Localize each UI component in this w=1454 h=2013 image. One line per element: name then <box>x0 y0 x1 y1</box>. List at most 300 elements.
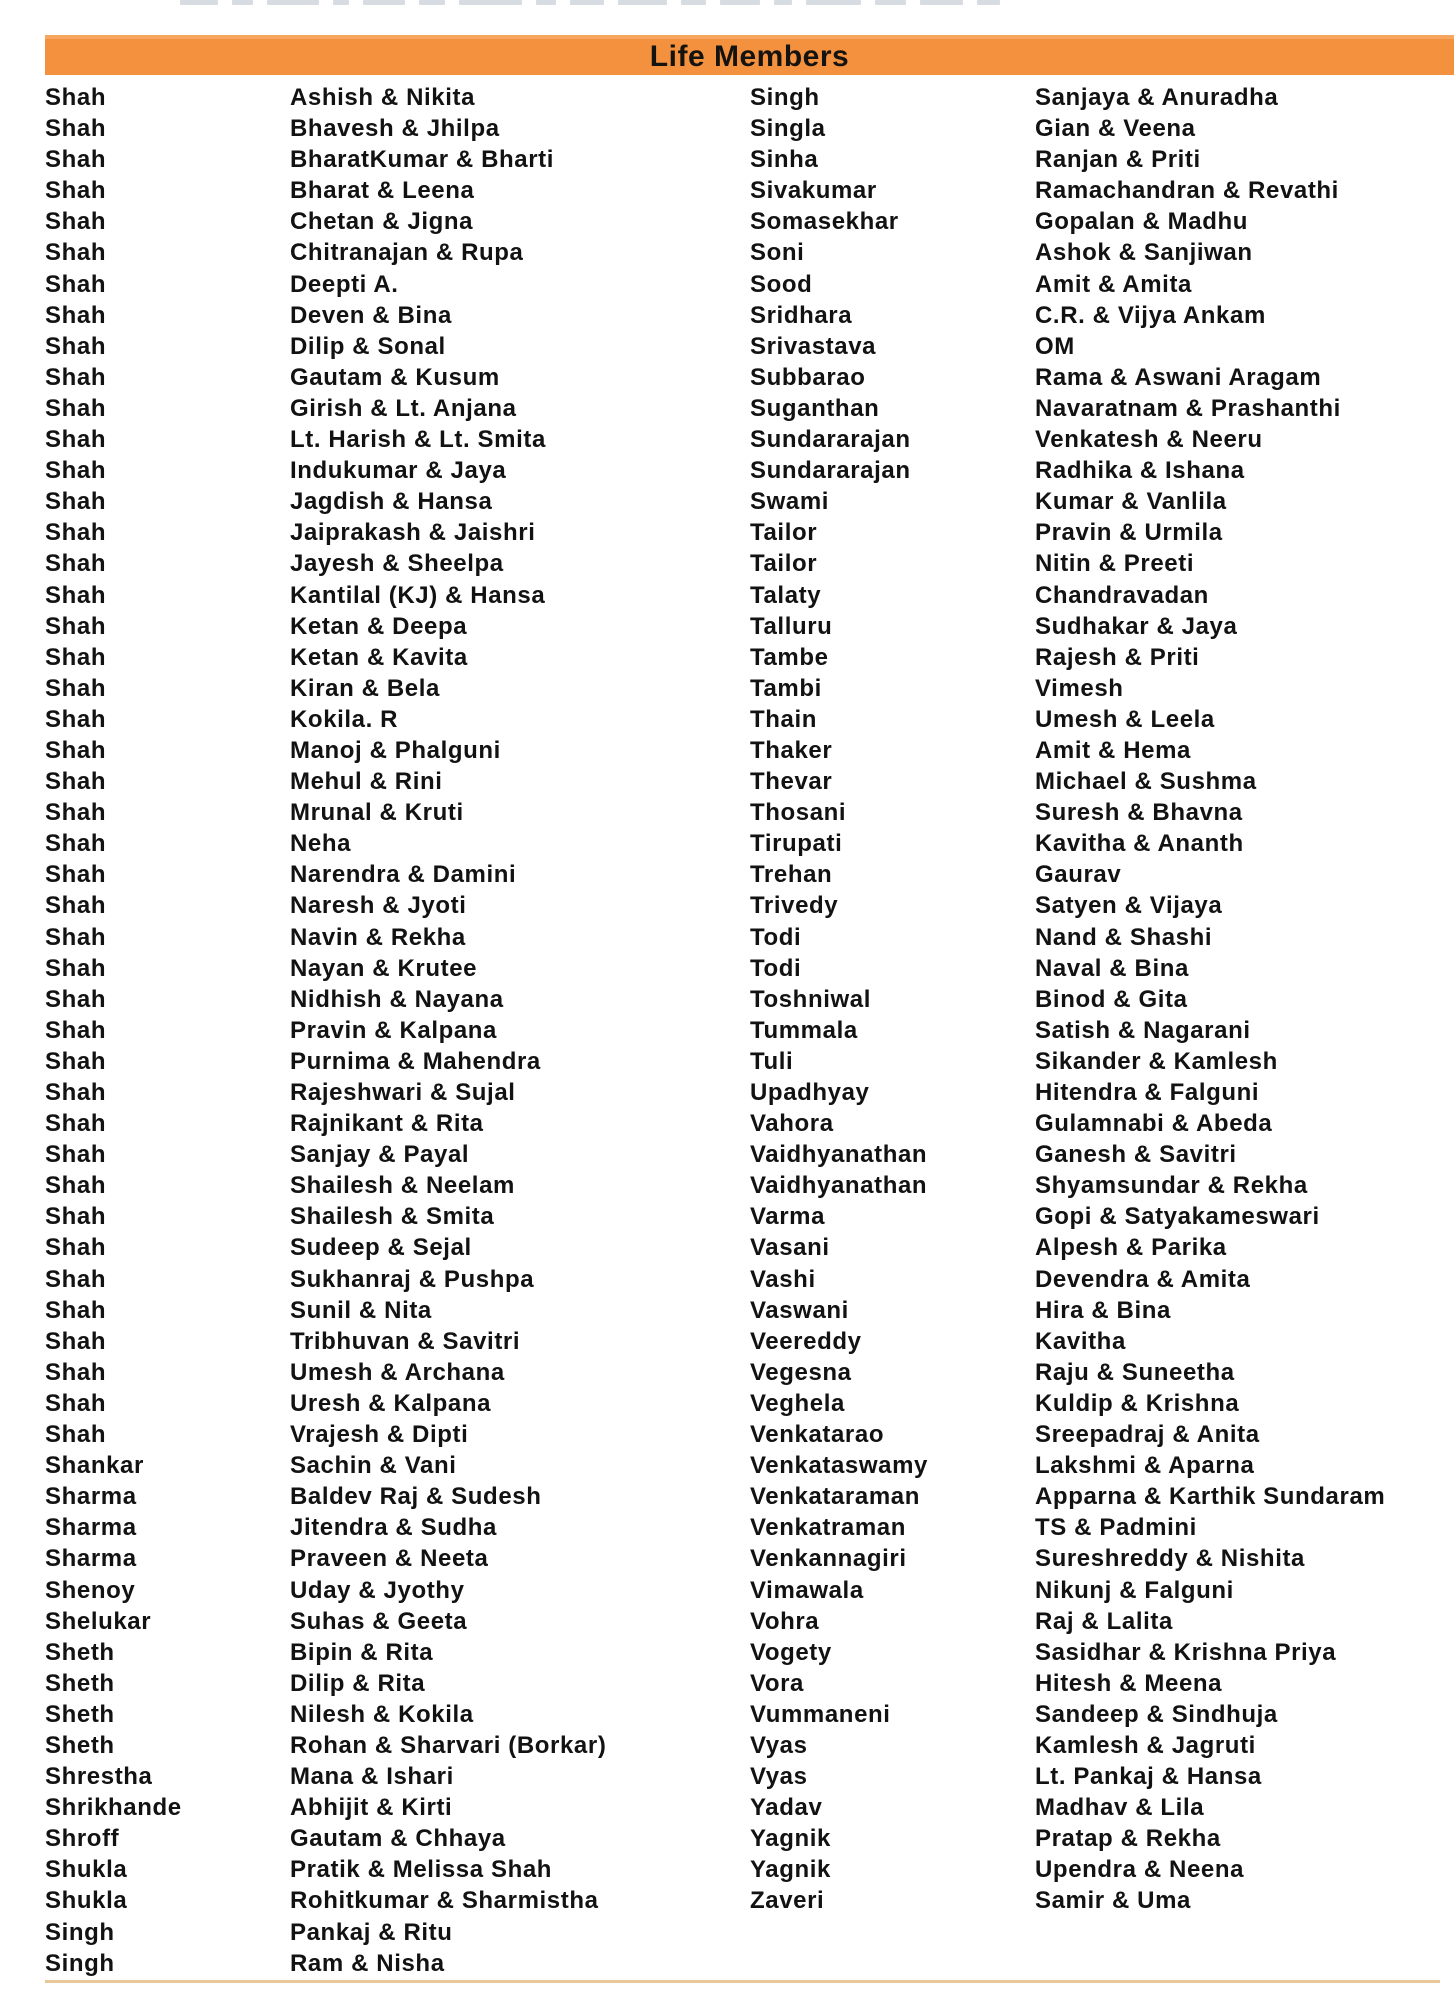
names-cell-left: Shailesh & Neelam <box>290 1172 515 1200</box>
names-cell-left: Nidhish & Nayana <box>290 985 504 1013</box>
names-cell-left: Dilip & Sonal <box>290 332 446 360</box>
table-row <box>0 1232 1454 1263</box>
names-cell-right: Radhika & Ishana <box>1035 457 1245 485</box>
table-row <box>0 922 1454 953</box>
surname-cell-right: Talluru <box>750 612 833 640</box>
surname-cell-right: Thevar <box>750 768 833 796</box>
surname-cell-left: Shah <box>45 488 107 516</box>
table-row <box>0 1761 1454 1792</box>
names-cell-right: Amit & Amita <box>1035 270 1192 298</box>
names-cell-right: Sanjaya & Anuradha <box>1035 84 1279 111</box>
table-row <box>0 673 1454 704</box>
surname-cell-left: Shelukar <box>45 1607 152 1635</box>
surname-cell-left: Sheth <box>45 1731 115 1759</box>
names-cell-right: Ranjan & Priti <box>1035 146 1201 174</box>
surname-cell-left: Shah <box>45 581 107 609</box>
surname-cell-left: Sharma <box>45 1545 137 1573</box>
surname-cell-right: Tirupati <box>750 830 843 858</box>
table-row <box>0 1357 1454 1388</box>
surname-cell-left: Singh <box>45 1918 115 1946</box>
table-row <box>0 1170 1454 1201</box>
surname-cell-right: Sundararajan <box>750 457 911 485</box>
surname-cell-right: Thosani <box>750 799 847 827</box>
table-row <box>0 1295 1454 1326</box>
table-row <box>0 642 1454 673</box>
names-cell-right: TS & Padmini <box>1035 1514 1197 1542</box>
surname-cell-right: Singla <box>750 115 826 143</box>
names-cell-left: Sudeep & Sejal <box>290 1234 472 1262</box>
names-cell-left: Sanjay & Payal <box>290 1141 470 1169</box>
surname-cell-right: Todi <box>750 954 802 982</box>
table-row <box>0 1015 1454 1046</box>
surname-cell-right: Yadav <box>750 1794 823 1822</box>
surname-cell-left: Shah <box>45 394 107 422</box>
table-row <box>0 1419 1454 1450</box>
names-cell-left: Sukhanraj & Pushpa <box>290 1265 535 1293</box>
names-cell-right: Hitesh & Meena <box>1035 1669 1223 1697</box>
table-row <box>0 1699 1454 1730</box>
names-cell-right: Sikander & Kamlesh <box>1035 1047 1278 1075</box>
table-row <box>0 1077 1454 1108</box>
table-row <box>0 766 1454 797</box>
names-cell-left: Bharat & Leena <box>290 177 475 205</box>
names-cell-right: Hitendra & Falguni <box>1035 1079 1260 1106</box>
names-cell-right: Lakshmi & Aparna <box>1035 1452 1255 1480</box>
surname-cell-left: Shah <box>45 1296 107 1324</box>
surname-cell-right: Somasekhar <box>750 208 899 236</box>
table-row <box>0 269 1454 300</box>
surname-cell-left: Shah <box>45 239 107 267</box>
names-cell-right: Apparna & Karthik Sundaram <box>1035 1483 1386 1511</box>
names-cell-right: Sreepadraj & Anita <box>1035 1421 1260 1449</box>
names-cell-left: Baldev Raj & Sudesh <box>290 1483 542 1511</box>
names-cell-right: Kavitha <box>1035 1327 1126 1355</box>
table-row <box>0 144 1454 175</box>
names-cell-right: Upendra & Neena <box>1035 1856 1245 1884</box>
surname-cell-right: Varma <box>750 1203 826 1231</box>
surname-cell-left: Sheth <box>45 1700 115 1728</box>
names-cell-left: Indukumar & Jaya <box>290 457 507 485</box>
table-row <box>0 1108 1454 1139</box>
names-cell-left: Pankaj & Ritu <box>290 1918 453 1946</box>
surname-cell-left: Shah <box>45 270 107 298</box>
table-row <box>0 890 1454 921</box>
table-row <box>0 859 1454 890</box>
names-cell-right: Kuldip & Krishna <box>1035 1389 1240 1417</box>
names-cell-left: Shailesh & Smita <box>290 1203 495 1231</box>
names-cell-right: Raju & Suneetha <box>1035 1358 1235 1386</box>
surname-cell-left: Shah <box>45 1327 107 1355</box>
surname-cell-left: Shah <box>45 643 107 671</box>
names-cell-right: Devendra & Amita <box>1035 1265 1251 1293</box>
surname-cell-right: Vogety <box>750 1638 832 1666</box>
surname-cell-right: Vahora <box>750 1110 834 1138</box>
names-cell-left: Lt. Harish & Lt. Smita <box>290 426 546 454</box>
surname-cell-left: Shah <box>45 208 107 236</box>
names-cell-right: Rajesh & Priti <box>1035 643 1200 671</box>
names-cell-left: Pratik & Melissa Shah <box>290 1856 553 1884</box>
surname-cell-right: Tuli <box>750 1047 794 1075</box>
surname-cell-left: Sharma <box>45 1514 137 1542</box>
table-row <box>0 828 1454 859</box>
surname-cell-left: Shah <box>45 954 107 982</box>
surname-cell-left: Shah <box>45 115 107 143</box>
surname-cell-right: Singh <box>750 84 820 111</box>
names-cell-left: Rajnikant & Rita <box>290 1110 484 1138</box>
names-cell-left: Mehul & Rini <box>290 768 443 796</box>
names-cell-left: Sachin & Vani <box>290 1452 457 1480</box>
names-cell-right: Navaratnam & Prashanthi <box>1035 394 1341 422</box>
surname-cell-left: Shah <box>45 519 107 547</box>
names-cell-right: Satyen & Vijaya <box>1035 892 1223 920</box>
names-cell-right: Rama & Aswani Aragam <box>1035 363 1322 391</box>
surname-cell-right: Vashi <box>750 1265 816 1293</box>
surname-cell-right: Venkataswamy <box>750 1452 928 1480</box>
surname-cell-left: Shrikhande <box>45 1794 182 1822</box>
surname-cell-left: Sheth <box>45 1669 115 1697</box>
surname-cell-left: Shenoy <box>45 1576 136 1604</box>
surname-cell-left: Shankar <box>45 1452 144 1480</box>
names-cell-left: Naresh & Jyoti <box>290 892 467 920</box>
surname-cell-right: Tambe <box>750 643 829 671</box>
surname-cell-right: Sinha <box>750 146 819 174</box>
surname-cell-left: Sheth <box>45 1638 115 1666</box>
surname-cell-right: Suganthan <box>750 394 880 422</box>
names-cell-left: Pravin & Kalpana <box>290 1016 498 1044</box>
table-row <box>0 206 1454 237</box>
surname-cell-left: Shah <box>45 84 107 111</box>
names-cell-right: Alpesh & Parika <box>1035 1234 1227 1262</box>
table-row <box>0 113 1454 144</box>
names-cell-right: OM <box>1035 332 1075 360</box>
surname-cell-left: Shukla <box>45 1856 128 1884</box>
table-row <box>0 1730 1454 1761</box>
names-cell-left: Suhas & Geeta <box>290 1607 468 1635</box>
surname-cell-right: Soni <box>750 239 805 267</box>
surname-cell-right: Srivastava <box>750 332 877 360</box>
surname-cell-left: Shukla <box>45 1887 128 1915</box>
surname-cell-right: Swami <box>750 488 830 516</box>
names-cell-right: C.R. & Vijya Ankam <box>1035 301 1266 329</box>
names-cell-right: Pravin & Urmila <box>1035 519 1223 547</box>
surname-cell-left: Shroff <box>45 1825 120 1853</box>
names-cell-left: Mana & Ishari <box>290 1763 454 1791</box>
table-row <box>0 1201 1454 1232</box>
table-row <box>0 1668 1454 1699</box>
surname-cell-left: Shah <box>45 985 107 1013</box>
surname-cell-right: Vummaneni <box>750 1700 891 1728</box>
names-cell-right: Binod & Gita <box>1035 985 1188 1013</box>
surname-cell-left: Shah <box>45 674 107 702</box>
table-row <box>0 1139 1454 1170</box>
surname-cell-right: Todi <box>750 923 802 951</box>
surname-cell-right: Tailor <box>750 519 818 547</box>
surname-cell-left: Shrestha <box>45 1763 153 1791</box>
names-cell-right: Kavitha & Ananth <box>1035 830 1244 858</box>
surname-cell-right: Vohra <box>750 1607 820 1635</box>
surname-cell-right: Subbarao <box>750 363 866 391</box>
names-cell-right: Sudhakar & Jaya <box>1035 612 1238 640</box>
surname-cell-right: Tambi <box>750 674 822 702</box>
surname-cell-left: Shah <box>45 177 107 205</box>
names-cell-left: Sunil & Nita <box>290 1296 432 1324</box>
table-row <box>0 1512 1454 1543</box>
names-cell-left: Bipin & Rita <box>290 1638 434 1666</box>
names-cell-left: Navin & Rekha <box>290 923 466 951</box>
surname-cell-right: Tailor <box>750 550 818 578</box>
surname-cell-left: Shah <box>45 1203 107 1231</box>
names-cell-right: Sureshreddy & Nishita <box>1035 1545 1306 1573</box>
names-cell-left: Dilip & Rita <box>290 1669 426 1697</box>
names-cell-right: Sasidhar & Krishna Priya <box>1035 1638 1337 1666</box>
names-cell-right: Pratap & Rekha <box>1035 1825 1221 1853</box>
names-cell-left: Chetan & Jigna <box>290 208 474 236</box>
surname-cell-left: Shah <box>45 736 107 764</box>
surname-cell-right: Vaidhyanathan <box>750 1172 928 1200</box>
names-cell-left: Uday & Jyothy <box>290 1576 465 1604</box>
names-cell-left: Ketan & Deepa <box>290 612 468 640</box>
names-cell-left: Jayesh & Sheelpa <box>290 550 504 578</box>
surname-cell-left: Shah <box>45 301 107 329</box>
names-cell-left: Nayan & Krutee <box>290 954 478 982</box>
surname-cell-left: Shah <box>45 1047 107 1075</box>
surname-cell-left: Sharma <box>45 1483 137 1511</box>
surname-cell-left: Shah <box>45 1110 107 1138</box>
names-cell-right: Lt. Pankaj & Hansa <box>1035 1763 1262 1791</box>
names-cell-left: Deven & Bina <box>290 301 452 329</box>
surname-cell-left: Shah <box>45 1172 107 1200</box>
surname-cell-right: Tummala <box>750 1016 858 1044</box>
surname-cell-right: Yagnik <box>750 1825 831 1853</box>
names-cell-left: Rohan & Sharvari (Borkar) <box>290 1731 607 1759</box>
names-cell-right: Ashok & Sanjiwan <box>1035 239 1253 267</box>
surname-cell-right: Vaidhyanathan <box>750 1141 928 1169</box>
surname-cell-right: Sood <box>750 270 813 298</box>
table-row <box>0 797 1454 828</box>
table-row <box>0 1792 1454 1823</box>
names-cell-right: Sandeep & Sindhuja <box>1035 1700 1278 1728</box>
names-cell-left: Manoj & Phalguni <box>290 736 501 764</box>
surname-cell-left: Shah <box>45 861 107 889</box>
names-cell-left: Rajeshwari & Sujal <box>290 1079 516 1106</box>
surname-cell-left: Shah <box>45 612 107 640</box>
table-row <box>0 517 1454 548</box>
names-cell-right: Raj & Lalita <box>1035 1607 1173 1635</box>
table-row <box>0 331 1454 362</box>
surname-cell-right: Sridhara <box>750 301 853 329</box>
table-row <box>0 1450 1454 1481</box>
surname-cell-left: Shah <box>45 426 107 454</box>
names-cell-left: Girish & Lt. Anjana <box>290 394 517 422</box>
surname-cell-left: Shah <box>45 332 107 360</box>
names-cell-left: Nilesh & Kokila <box>290 1700 474 1728</box>
section-title: Life Members <box>649 40 850 73</box>
surname-cell-right: Toshniwal <box>750 985 871 1013</box>
names-cell-right: Venkatesh & Neeru <box>1035 426 1263 454</box>
surname-cell-left: Singh <box>45 1949 115 1977</box>
names-cell-right: Naval & Bina <box>1035 954 1189 982</box>
surname-cell-right: Venkatraman <box>750 1514 907 1542</box>
table-row <box>0 1575 1454 1606</box>
names-cell-left: Jaiprakash & Jaishri <box>290 519 536 547</box>
table-row <box>0 611 1454 642</box>
names-cell-left: Jitendra & Sudha <box>290 1514 497 1542</box>
names-cell-right: Amit & Hema <box>1035 736 1191 764</box>
names-cell-right: Michael & Sushma <box>1035 768 1257 796</box>
surname-cell-left: Shah <box>45 550 107 578</box>
surname-cell-right: Veghela <box>750 1389 845 1417</box>
surname-cell-right: Vyas <box>750 1731 808 1759</box>
names-cell-right: Kamlesh & Jagruti <box>1035 1731 1256 1759</box>
table-row <box>0 548 1454 579</box>
surname-cell-left: Shah <box>45 799 107 827</box>
names-cell-right: Nikunj & Falguni <box>1035 1576 1234 1604</box>
names-cell-left: Ashish & Nikita <box>290 84 476 111</box>
surname-cell-left: Shah <box>45 1141 107 1169</box>
names-cell-left: Tribhuvan & Savitri <box>290 1327 521 1355</box>
names-cell-right: Umesh & Leela <box>1035 705 1215 733</box>
table-row <box>0 393 1454 424</box>
surname-cell-right: Zaveri <box>750 1887 825 1915</box>
surname-cell-left: Shah <box>45 830 107 858</box>
table-row <box>0 1823 1454 1854</box>
names-cell-left: Umesh & Archana <box>290 1358 505 1386</box>
table-row <box>0 1606 1454 1637</box>
table-row <box>0 984 1454 1015</box>
names-cell-left: Neha <box>290 830 352 858</box>
surname-cell-left: Shah <box>45 768 107 796</box>
table-row <box>0 1885 1454 1916</box>
names-cell-right: Ganesh & Savitri <box>1035 1141 1237 1169</box>
table-row <box>0 704 1454 735</box>
names-cell-left: Deepti A. <box>290 270 399 298</box>
names-cell-left: Jagdish & Hansa <box>290 488 493 516</box>
table-row <box>0 82 1454 113</box>
surname-cell-right: Vegesna <box>750 1358 852 1386</box>
names-cell-left: Vrajesh & Dipti <box>290 1421 469 1449</box>
table-row <box>0 1917 1454 1948</box>
names-cell-right: Madhav & Lila <box>1035 1794 1205 1822</box>
clipped-text-remnant <box>180 0 1000 7</box>
surname-cell-left: Shah <box>45 923 107 951</box>
names-cell-left: Bhavesh & Jhilpa <box>290 115 500 143</box>
names-cell-right: Satish & Nagarani <box>1035 1016 1251 1044</box>
names-cell-right: Samir & Uma <box>1035 1887 1191 1915</box>
surname-cell-right: Sundararajan <box>750 426 911 454</box>
members-table <box>0 82 1454 1979</box>
surname-cell-left: Shah <box>45 1421 107 1449</box>
names-cell-right: Nand & Shashi <box>1035 923 1213 951</box>
surname-cell-left: Shah <box>45 457 107 485</box>
surname-cell-right: Thain <box>750 705 817 733</box>
surname-cell-right: Vimawala <box>750 1576 864 1604</box>
names-cell-right: Ramachandran & Revathi <box>1035 177 1339 205</box>
names-cell-left: Mrunal & Kruti <box>290 799 464 827</box>
surname-cell-left: Shah <box>45 363 107 391</box>
table-row <box>0 1543 1454 1574</box>
table-row <box>0 486 1454 517</box>
names-cell-right: Gopi & Satyakameswari <box>1035 1203 1320 1231</box>
names-cell-right: Gopalan & Madhu <box>1035 208 1248 236</box>
names-cell-left: Kokila. R <box>290 705 399 733</box>
names-cell-left: Narendra & Damini <box>290 861 517 889</box>
surname-cell-left: Shah <box>45 1234 107 1262</box>
table-row <box>0 1481 1454 1512</box>
table-row <box>0 1948 1454 1979</box>
names-cell-right: Gulamnabi & Abeda <box>1035 1110 1273 1138</box>
surname-cell-right: Upadhyay <box>750 1079 870 1106</box>
table-row <box>0 953 1454 984</box>
surname-cell-right: Trehan <box>750 861 833 889</box>
surname-cell-right: Venkataraman <box>750 1483 920 1511</box>
names-cell-left: Purnima & Mahendra <box>290 1047 541 1075</box>
surname-cell-right: Talaty <box>750 581 822 609</box>
surname-cell-left: Shah <box>45 146 107 174</box>
names-cell-left: Uresh & Kalpana <box>290 1389 492 1417</box>
table-row <box>0 175 1454 206</box>
table-row <box>0 1264 1454 1295</box>
surname-cell-right: Vaswani <box>750 1296 849 1324</box>
names-cell-left: Rohitkumar & Sharmistha <box>290 1887 599 1915</box>
surname-cell-left: Shah <box>45 892 107 920</box>
names-cell-left: Gautam & Kusum <box>290 363 500 391</box>
surname-cell-left: Shah <box>45 1389 107 1417</box>
table-row <box>0 424 1454 455</box>
section-header-bar <box>45 35 1454 75</box>
surname-cell-right: Vora <box>750 1669 804 1697</box>
surname-cell-right: Sivakumar <box>750 177 877 205</box>
table-row <box>0 580 1454 611</box>
names-cell-left: Praveen & Neeta <box>290 1545 489 1573</box>
surname-cell-right: Yagnik <box>750 1856 831 1884</box>
names-cell-right: Hira & Bina <box>1035 1296 1171 1324</box>
names-cell-right: Chandravadan <box>1035 581 1209 609</box>
names-cell-right: Nitin & Preeti <box>1035 550 1195 578</box>
names-cell-right: Gian & Veena <box>1035 115 1196 143</box>
table-row <box>0 1637 1454 1668</box>
table-row <box>0 362 1454 393</box>
surname-cell-right: Venkannagiri <box>750 1545 907 1573</box>
names-cell-right: Shyamsundar & Rekha <box>1035 1172 1308 1200</box>
surname-cell-left: Shah <box>45 1079 107 1106</box>
names-cell-right: Kumar & Vanlila <box>1035 488 1227 516</box>
surname-cell-left: Shah <box>45 705 107 733</box>
surname-cell-left: Shah <box>45 1358 107 1386</box>
names-cell-right: Gaurav <box>1035 861 1122 889</box>
table-row <box>0 1046 1454 1077</box>
names-cell-left: Kantilal (KJ) & Hansa <box>290 581 546 609</box>
table-row <box>0 455 1454 486</box>
names-cell-left: Chitranajan & Rupa <box>290 239 524 267</box>
surname-cell-right: Thaker <box>750 736 833 764</box>
bottom-divider-line <box>45 1980 1440 1983</box>
names-cell-left: Kiran & Bela <box>290 674 440 702</box>
table-row <box>0 237 1454 268</box>
names-cell-left: Abhijit & Kirti <box>290 1794 453 1822</box>
table-row <box>0 1326 1454 1357</box>
surname-cell-left: Shah <box>45 1265 107 1293</box>
names-cell-left: BharatKumar & Bharti <box>290 146 555 174</box>
surname-cell-right: Veereddy <box>750 1327 862 1355</box>
names-cell-left: Ram & Nisha <box>290 1949 445 1977</box>
table-row <box>0 735 1454 766</box>
names-cell-right: Vimesh <box>1035 674 1124 702</box>
surname-cell-left: Shah <box>45 1016 107 1044</box>
table-row <box>0 1854 1454 1885</box>
surname-cell-right: Vyas <box>750 1763 808 1791</box>
surname-cell-right: Venkatarao <box>750 1421 885 1449</box>
surname-cell-right: Trivedy <box>750 892 839 920</box>
